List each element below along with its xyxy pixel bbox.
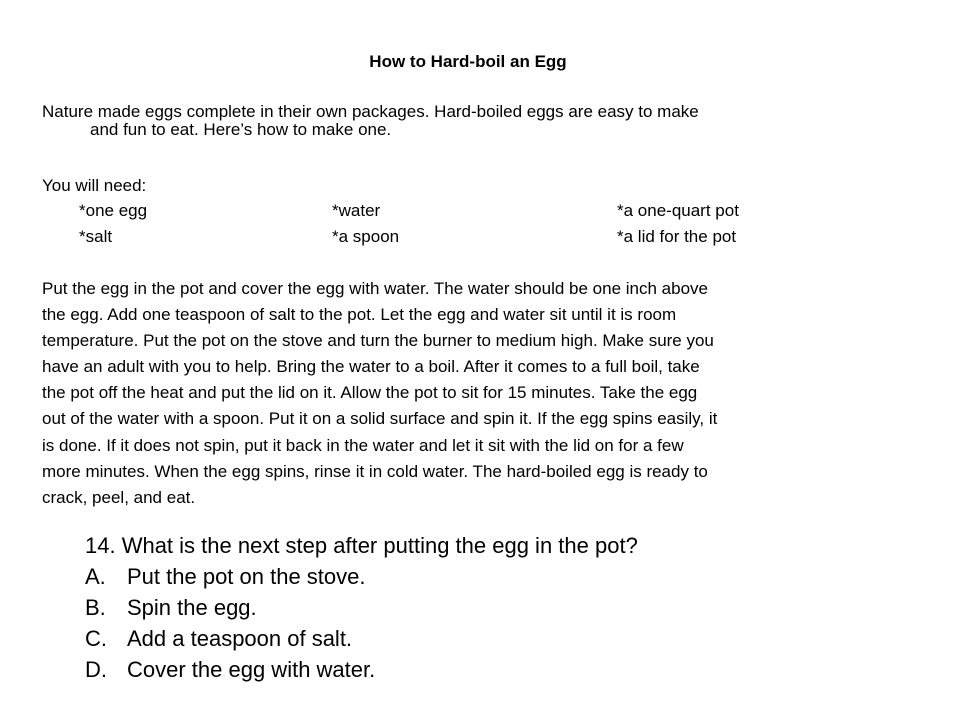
supply-item-water: *water [332, 201, 381, 220]
intro-line: Nature made eggs complete in their own packages. Hard-boiled eggs are easy to make [42, 102, 699, 121]
answer-option-a[interactable] [85, 561, 638, 592]
supply-item-pot: *a one-quart pot [617, 201, 739, 220]
instruction-line: out of the water with a spoon. Put it on a solid surface and spin it. If the egg spins easily, it [42, 409, 718, 429]
intro-line: and fun to eat. Here’s how to make one. [90, 120, 392, 139]
supply-item-spoon: *a spoon [332, 227, 400, 246]
option-letter: C. [85, 626, 107, 651]
page-title: How to Hard-boil an Egg [369, 52, 567, 71]
option-letter: B. [85, 595, 106, 620]
question-block [85, 530, 638, 685]
instruction-line: the egg. Add one teaspoon of salt to the pot. Let the egg and water sit until it is room [42, 305, 677, 325]
supply-item-egg: *one egg [79, 201, 148, 220]
supply-item-salt: *salt [79, 227, 113, 246]
instruction-line: temperature. Put the pot on the stove and turn the burner to medium high. Make sure you [42, 331, 714, 351]
answer-option-d[interactable] [85, 654, 638, 685]
option-text: Spin the egg. [127, 595, 257, 620]
answer-option-c[interactable] [85, 623, 638, 654]
instruction-line: more minutes. When the egg spins, rinse it in cold water. The hard-boiled egg is ready to [42, 461, 708, 481]
answer-option-b[interactable] [85, 592, 638, 623]
option-letter: D. [85, 657, 107, 682]
option-text: Cover the egg with water. [127, 657, 376, 682]
instruction-line: is done. If it does not spin, put it back in the water and let it sit with the lid on for a few [42, 435, 684, 455]
instruction-line: crack, peel, and eat. [42, 487, 196, 507]
instruction-line: have an adult with you to help. Bring the water to a boil. After it comes to a full boil, take [42, 357, 700, 377]
intro-paragraph [42, 103, 902, 139]
instructions-paragraph [42, 276, 922, 511]
supply-item-lid: *a lid for the pot [617, 227, 737, 246]
instruction-line: Put the egg in the pot and cover the egg with water. The water should be one inch above [42, 279, 708, 298]
instruction-line: the pot off the heat and put the lid on it. Allow the pot to sit for 15 minutes. Take the egg [42, 383, 698, 403]
option-letter: A. [85, 564, 106, 589]
question-stem: 14. What is the next step after putting the egg in the pot? [85, 533, 638, 558]
option-text: Add a teaspoon of salt. [127, 626, 353, 651]
option-text: Put the pot on the stove. [127, 564, 366, 589]
supplies-heading: You will need: [42, 176, 147, 195]
